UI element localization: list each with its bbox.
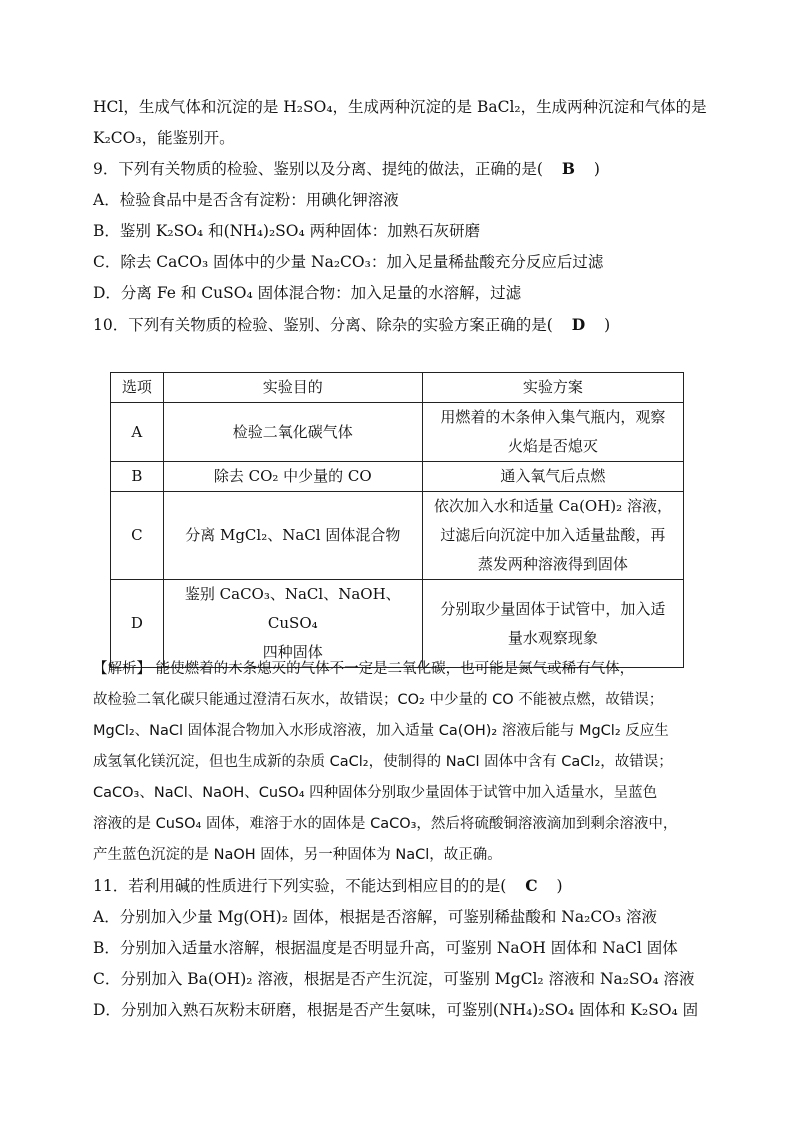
analysis-line-7: 产生蓝色沉淀的是 NaOH 固体，另一种固体为 NaCl，故正确。: [93, 847, 502, 863]
cell-line: 通入氧气后点燃: [500, 467, 606, 485]
table-cell-option: D: [111, 580, 164, 668]
question-9-option-a: A．检验食品中是否含有淀粉：用碘化钾溶液: [93, 191, 399, 209]
table-row: [111, 403, 684, 462]
question-9-answer: B: [561, 159, 575, 178]
table-cell-option: B: [111, 462, 164, 492]
question-9-close: ): [593, 160, 600, 178]
prev-answer-line-1: HCl，生成气体和沉淀的是 H₂SO₄，生成两种沉淀的是 BaCl₂，生成两种沉淀和气体的是: [93, 98, 707, 116]
table-cell-purpose: [163, 580, 422, 668]
table-cell-option: C: [111, 492, 164, 580]
question-11-stem: [93, 876, 713, 896]
cell-line: 检验二氧化碳气体: [232, 422, 353, 441]
cell-line: 用燃着的木条伸入集气瓶内，观察: [440, 408, 666, 426]
cell-line: 分别取少量固体于试管中，加入适: [440, 599, 666, 618]
question-11-option-d: D．分别加入熟石灰粉末研磨，根据是否产生氨味，可鉴别(NH₄)₂SO₄ 固体和 K₂SO₄ 固: [93, 1001, 699, 1019]
analysis-line-4: 成氢氧化镁沉淀，但也生成新的杂质 CaCl₂，使制得的 NaCl 固体中含有 CaCl₂，故错误；: [93, 754, 673, 770]
question-9-option-c: C．除去 CaCO₃ 固体中的少量 Na₂CO₃：加入足量稀盐酸充分反应后过滤: [93, 253, 604, 271]
table-row: [111, 462, 684, 492]
question-10-stem: [93, 315, 713, 335]
table-row: [111, 580, 684, 668]
cell-line: 分离 MgCl₂、NaCl 固体混合物: [185, 526, 401, 544]
cell-line: 蒸发两种溶液得到固体: [477, 555, 628, 573]
cell-line: 火焰是否熄灭: [507, 437, 598, 455]
cell-line: 过滤后向沉淀中加入适量盐酸，再: [440, 526, 666, 544]
table-cell-plan: [422, 492, 683, 580]
table-header: 实验目的: [163, 373, 422, 403]
question-10-answer: D: [571, 315, 586, 334]
question-11-option-b: B．分别加入适量水溶解，根据温度是否明显升高，可鉴别 NaOH 固体和 NaCl 固体: [93, 939, 678, 957]
prev-answer-line-2: K₂CO₃，能鉴别开。: [93, 129, 235, 147]
question-11-option-a: A．分别加入少量 Mg(OH)₂ 固体，根据是否溶解，可鉴别稀盐酸和 Na₂CO₃ 溶液: [93, 908, 658, 926]
analysis-line-1: 【解析】 能使燃着的木条熄灭的气体不一定是二氧化碳，也可能是氮气或稀有气体，: [93, 661, 635, 677]
question-11-text: 11．若利用碱的性质进行下列实验，不能达到相应目的的是(: [93, 877, 507, 895]
table-cell-plan: [422, 403, 683, 462]
table-cell-purpose: [163, 492, 422, 580]
table-cell-purpose: [163, 462, 422, 492]
question-9-stem: [93, 159, 713, 179]
question-9-option-b: B．鉴别 K₂SO₄ 和(NH₄)₂SO₄ 两种固体：加熟石灰研磨: [93, 222, 481, 240]
question-11-close: ): [556, 877, 563, 895]
table-cell-plan: [422, 580, 683, 668]
cell-line: 量水观察现象: [507, 628, 598, 647]
table-cell-plan: [422, 462, 683, 492]
question-10-text: 10．下列有关物质的检验、鉴别、分离、除杂的实验方案正确的是(: [93, 316, 553, 334]
experiment-table: [110, 372, 684, 668]
analysis-line-2: 故检验二氧化碳只能通过澄清石灰水，故错误；CO₂ 中少量的 CO 不能被点燃，故错误；: [93, 692, 664, 708]
analysis-line-6: 溶液的是 CuSO₄ 固体，难溶于水的固体是 CaCO₃，然后将硫酸铜溶液滴加到剩余溶液中，: [93, 816, 678, 832]
cell-line: 鉴别 CaCO₃、NaCl、NaOH、CuSO₄: [184, 585, 401, 632]
question-10-close: ): [604, 316, 611, 334]
question-9-option-d: D．分离 Fe 和 CuSO₄ 固体混合物：加入足量的水溶解，过滤: [93, 284, 522, 302]
table-header: 实验方案: [422, 373, 683, 403]
table-row: [111, 492, 684, 580]
table-cell-option: A: [111, 403, 164, 462]
table-cell-purpose: [163, 403, 422, 462]
analysis-line-5: CaCO₃、NaCl、NaOH、CuSO₄ 四种固体分别取少量固体于试管中加入适量水，呈蓝色: [93, 785, 658, 801]
cell-line: 依次加入水和适量 Ca(OH)₂ 溶液，: [433, 497, 672, 515]
question-11-option-c: C．分别加入 Ba(OH)₂ 溶液，根据是否产生沉淀，可鉴别 MgCl₂ 溶液和 Na₂SO₄ 溶液: [93, 970, 695, 988]
question-9-text: 9．下列有关物质的检验、鉴别以及分离、提纯的做法，正确的是(: [93, 160, 543, 178]
table-header: 选项: [111, 373, 164, 403]
cell-line: 除去 CO₂ 中少量的 CO: [213, 467, 372, 485]
table-header-row: [111, 373, 684, 403]
analysis-line-3: MgCl₂、NaCl 固体混合物加入水形成溶液，加入适量 Ca(OH)₂ 溶液后能与 MgCl₂ 反应生: [93, 723, 669, 739]
question-11-answer: C: [525, 876, 538, 895]
cell-line: 四种固体: [262, 643, 323, 661]
